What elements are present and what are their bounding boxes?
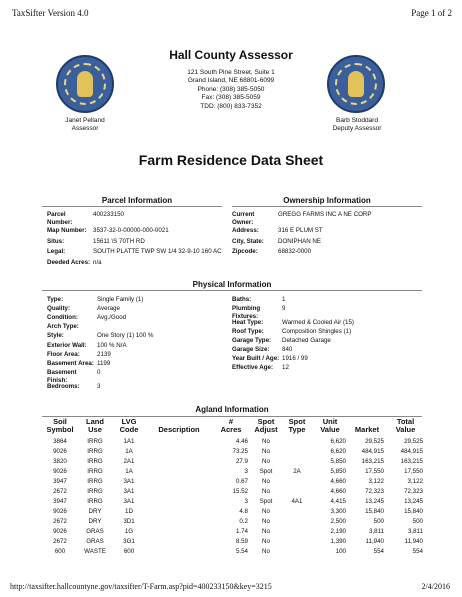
column-header: Unit Value <box>320 417 340 435</box>
table-cell: 3A1 <box>123 498 135 505</box>
table-cell: No <box>262 518 270 525</box>
table-cell: 17,550 <box>404 468 423 475</box>
table-row <box>42 457 425 467</box>
field-label: Address: <box>232 227 259 234</box>
field-row <box>47 296 227 305</box>
field-value: SOUTH PLATTE TWP SW 1/4 32-9-10 160 AC <box>93 248 222 255</box>
table-cell: 2A1 <box>123 458 135 465</box>
field-value: Avg./Good <box>97 314 127 321</box>
table-cell: 11,940 <box>404 538 423 545</box>
table-cell: 9026 <box>53 448 67 455</box>
table-cell: 100 <box>335 548 346 555</box>
table-row <box>42 507 425 517</box>
table-cell <box>282 537 312 547</box>
table-cell: 1,390 <box>330 538 346 545</box>
field-label: Style: <box>47 332 64 339</box>
column-header: LVG Code <box>119 417 139 435</box>
field-label: Quality: <box>47 305 71 312</box>
field-row <box>232 328 412 337</box>
table-cell: 600 <box>123 548 135 555</box>
table-cell: IRRG <box>87 448 103 455</box>
table-cell: 72,323 <box>404 488 423 495</box>
table-cell: 2672 <box>53 488 67 495</box>
column-header: Soil Symbol <box>46 417 74 435</box>
table-cell: 2672 <box>53 538 67 545</box>
field-label: Map Number: <box>47 227 87 234</box>
table-cell <box>146 527 212 537</box>
table-cell: 3,122 <box>368 478 384 485</box>
field-row <box>47 314 227 323</box>
table-cell: 29,525 <box>365 438 384 445</box>
table-cell <box>146 477 212 487</box>
table-row <box>42 517 425 527</box>
field-row <box>47 259 227 269</box>
field-value: 3 <box>97 383 101 390</box>
table-cell <box>146 467 212 477</box>
table-cell: 8.59 <box>235 538 248 545</box>
column-header: Spot Type <box>288 417 306 435</box>
field-label: City, State: <box>232 238 264 245</box>
table-cell: 4.8 <box>239 508 248 515</box>
table-cell: 484,915 <box>400 448 423 455</box>
table-cell: 3947 <box>53 478 67 485</box>
field-label: Deeded Acres: <box>47 259 91 266</box>
wheat-icon <box>77 71 93 97</box>
table-cell: No <box>262 548 270 555</box>
table-row <box>42 497 425 507</box>
table-cell <box>282 437 312 447</box>
table-cell: 3947 <box>53 498 67 505</box>
table-cell: DRY <box>88 508 102 515</box>
field-value: GREGG FARMS INC A NE CORP <box>278 211 372 218</box>
table-cell: 1.74 <box>235 528 248 535</box>
table-cell: 5,850 <box>330 468 346 475</box>
field-row <box>232 319 412 328</box>
field-label: Parcel Number: <box>47 211 73 226</box>
table-cell: GRAS <box>86 528 104 535</box>
table-cell: 73.25 <box>232 448 248 455</box>
field-value: 840 <box>282 346 293 353</box>
field-value: 9 <box>282 305 286 312</box>
table-cell: IRRG <box>87 458 103 465</box>
table-cell: 600 <box>54 548 66 555</box>
table-cell: IRRG <box>87 468 103 475</box>
table-cell: 3,811 <box>368 528 384 535</box>
table-cell: 163,215 <box>361 458 384 465</box>
table-cell: 9026 <box>53 528 67 535</box>
agency-title: Hall County Assessor <box>169 48 293 62</box>
field-label: Year Built / Age: <box>232 355 280 362</box>
field-row <box>47 332 227 342</box>
parcel-info-heading: Parcel Information <box>101 196 173 205</box>
agland-info-heading: Agland Information <box>195 405 269 414</box>
field-row <box>232 227 412 238</box>
field-label: Exterior Wall: <box>47 342 87 349</box>
table-cell: 29,525 <box>404 438 423 445</box>
table-cell <box>146 457 212 467</box>
table-cell: IRRG <box>87 438 103 445</box>
divider <box>232 206 422 207</box>
field-value: DONIPHAN NE <box>278 238 321 245</box>
phone-line: Phone: (308) 385-5050 <box>197 85 265 93</box>
tdd-line: TDD: (800) 833-7352 <box>200 102 262 110</box>
field-value: Single Family (1) <box>97 296 144 303</box>
table-cell: 1G <box>124 528 134 535</box>
table-cell: GRAS <box>86 538 104 545</box>
table-cell: 554 <box>412 548 423 555</box>
table-cell: 3G1 <box>123 538 135 545</box>
address-line: 121 South Pine Street, Suite 1 <box>187 69 275 76</box>
county-seal-left <box>56 55 114 113</box>
field-value: 3537-32-0-00000-000-0021 <box>93 227 169 234</box>
table-cell: IRRG <box>87 478 103 485</box>
agland-table <box>42 418 425 557</box>
divider <box>42 206 222 207</box>
field-value: 316 E PLUM ST <box>278 227 323 234</box>
field-label: Zipcode: <box>232 248 258 255</box>
fax-line: Fax: (308) 385-5059 <box>201 94 261 102</box>
page-title: Farm Residence Data Sheet <box>138 152 324 168</box>
table-cell <box>146 547 212 557</box>
field-label: Basement Area: <box>47 360 94 367</box>
table-row <box>42 487 425 497</box>
field-label: Bedrooms: <box>47 383 80 390</box>
table-cell: 13,245 <box>404 498 423 505</box>
table-cell: 4A1 <box>291 498 303 505</box>
table-cell: 2A <box>293 468 301 475</box>
physical-info-heading: Physical Information <box>192 280 272 289</box>
table-cell: WASTE <box>84 548 106 555</box>
field-value: 2139 <box>97 351 111 358</box>
table-cell <box>282 447 312 457</box>
field-row <box>232 211 412 227</box>
field-label: Baths: <box>232 296 252 303</box>
field-row <box>47 342 227 351</box>
table-cell <box>146 447 212 457</box>
table-cell <box>282 487 312 497</box>
table-row <box>42 527 425 537</box>
field-value: Composition Shingles (1) <box>282 328 352 335</box>
table-cell: IRRG <box>87 498 103 505</box>
table-cell: 3,122 <box>407 478 423 485</box>
field-row <box>232 305 412 319</box>
page-number: Page 1 of 2 <box>411 8 452 18</box>
table-cell: 15,840 <box>404 508 423 515</box>
field-value: Warmed & Cooled Air (15) <box>282 319 354 326</box>
field-value: Detached Garage <box>282 337 331 344</box>
field-row <box>47 238 227 248</box>
field-label: Basement Finish: <box>47 369 77 384</box>
field-value: 15611 \S 70TH RD <box>93 238 145 245</box>
field-row <box>47 360 227 369</box>
assessor-block <box>50 117 120 133</box>
table-cell: 17,550 <box>365 468 384 475</box>
column-header: Land Use <box>86 417 104 435</box>
table-cell: 0.67 <box>235 478 248 485</box>
table-cell <box>282 477 312 487</box>
assessor-name: Janet Pelland <box>65 117 105 124</box>
table-cell: 27.9 <box>235 458 248 465</box>
table-cell: 3820 <box>53 458 67 465</box>
table-cell: No <box>262 438 270 445</box>
table-cell: 6,620 <box>330 438 346 445</box>
field-row <box>47 227 227 238</box>
table-cell: 3 <box>244 498 248 505</box>
field-label: Plumbing Fixtures: <box>232 305 261 320</box>
table-cell: 1A <box>125 448 133 455</box>
table-cell: 500 <box>373 518 384 525</box>
table-cell <box>282 517 312 527</box>
table-cell: No <box>262 488 270 495</box>
page-url: http://taxsifter.hallcountyne.gov/taxsifter/T-Farm.asp?pid=400233150&key=3215 <box>10 582 272 591</box>
table-cell: 9026 <box>53 508 67 515</box>
field-row <box>47 305 227 314</box>
wheat-icon <box>348 71 364 97</box>
field-value: 68832-0000 <box>278 248 312 255</box>
table-cell: 484,915 <box>361 448 384 455</box>
field-label: Condition: <box>47 314 78 321</box>
table-cell: IRRG <box>87 488 103 495</box>
table-cell: 15.52 <box>232 488 248 495</box>
field-value: n/a <box>93 259 102 266</box>
county-seal-right <box>327 55 385 113</box>
field-label: Situs: <box>47 238 65 245</box>
table-cell: Spot <box>259 468 273 475</box>
field-row <box>232 346 412 355</box>
field-label: Arch Type: <box>47 323 79 330</box>
field-row <box>47 248 227 259</box>
field-row <box>232 296 412 305</box>
table-cell: 1D <box>125 508 133 515</box>
field-label: Type: <box>47 296 64 303</box>
table-cell <box>146 487 212 497</box>
table-cell: 11,940 <box>365 538 384 545</box>
table-cell: No <box>262 528 270 535</box>
field-value: 0 <box>97 369 101 376</box>
field-label: Heat Type: <box>232 319 264 326</box>
field-row <box>232 355 412 364</box>
table-cell: 2672 <box>53 518 67 525</box>
field-label: Roof Type: <box>232 328 264 335</box>
table-cell: Spot <box>259 498 273 505</box>
table-cell: 500 <box>412 518 423 525</box>
field-label: Garage Type: <box>232 337 272 344</box>
column-header: Total Value <box>395 417 416 435</box>
field-label: Floor Area: <box>47 351 80 358</box>
table-cell: 1A <box>125 468 133 475</box>
table-cell: No <box>262 508 270 515</box>
column-header: # Acres <box>220 417 242 435</box>
table-cell <box>282 547 312 557</box>
table-cell <box>282 527 312 537</box>
field-value: 400233150 <box>93 211 124 218</box>
table-cell: No <box>262 458 270 465</box>
table-cell <box>146 507 212 517</box>
table-cell <box>146 537 212 547</box>
table-cell: 9026 <box>53 468 67 475</box>
table-cell: 163,215 <box>400 458 423 465</box>
table-cell: 3,300 <box>330 508 346 515</box>
table-cell <box>146 497 212 507</box>
table-cell: 4,660 <box>330 478 346 485</box>
table-cell <box>146 517 212 527</box>
deputy-assessor-block <box>320 117 394 133</box>
table-cell: 15,840 <box>365 508 384 515</box>
table-header-row <box>42 418 425 437</box>
table-cell: 72,323 <box>365 488 384 495</box>
table-cell: 5.54 <box>235 548 248 555</box>
field-row <box>232 364 412 373</box>
agency-address <box>140 69 322 111</box>
table-cell: 3,811 <box>407 528 423 535</box>
table-cell: 3A1 <box>123 478 135 485</box>
field-row <box>47 369 227 383</box>
table-cell <box>282 457 312 467</box>
field-row <box>47 211 227 227</box>
table-cell: 554 <box>373 548 384 555</box>
field-row <box>232 238 412 248</box>
field-row <box>47 351 227 360</box>
table-row <box>42 547 425 557</box>
field-label: Legal: <box>47 248 66 255</box>
field-value: 1916 / 99 <box>282 355 308 362</box>
table-cell: 5,850 <box>330 458 346 465</box>
field-row <box>47 383 227 392</box>
column-header: Spot Adjust <box>254 417 278 435</box>
field-row <box>47 323 227 332</box>
divider <box>42 290 422 291</box>
field-row <box>232 337 412 346</box>
table-row <box>42 477 425 487</box>
table-row <box>42 447 425 457</box>
table-cell: 3A1 <box>123 488 135 495</box>
field-value: One Story (1) 100 % <box>97 332 154 339</box>
table-cell: 2,500 <box>330 518 346 525</box>
table-cell: 2,190 <box>330 528 346 535</box>
table-row <box>42 537 425 547</box>
table-cell: 4,415 <box>330 498 346 505</box>
table-row <box>42 467 425 477</box>
table-cell: 4.46 <box>235 438 248 445</box>
field-row <box>232 248 412 259</box>
table-cell <box>282 507 312 517</box>
table-cell: 0.2 <box>239 518 248 525</box>
field-label: Garage Size: <box>232 346 270 353</box>
deputy-name: Barb Stoddard <box>336 117 378 124</box>
field-value: 1199 <box>97 360 111 367</box>
ownership-info-heading: Ownership Information <box>283 196 371 205</box>
table-cell: DRY <box>88 518 102 525</box>
field-value: 100 % N/A <box>97 342 127 349</box>
field-value: 12 <box>282 364 289 371</box>
app-version: TaxSifter Version 4.0 <box>12 8 89 18</box>
table-cell: 3 <box>244 468 248 475</box>
field-label: Effective Age: <box>232 364 274 371</box>
table-cell: No <box>262 538 270 545</box>
table-cell: 1A1 <box>123 438 135 445</box>
field-value: Average <box>97 305 120 312</box>
table-cell: No <box>262 478 270 485</box>
table-cell: No <box>262 448 270 455</box>
table-row <box>42 437 425 447</box>
assessor-title: Assessor <box>71 124 99 132</box>
column-header: Market <box>354 425 380 435</box>
field-label: Current Owner: <box>232 211 255 226</box>
table-cell <box>146 437 212 447</box>
deputy-title: Deputy Assessor <box>332 124 382 132</box>
table-cell: 3864 <box>53 438 67 445</box>
table-cell: 6,620 <box>330 448 346 455</box>
print-date: 2/4/2016 <box>421 582 450 591</box>
table-cell: 13,245 <box>365 498 384 505</box>
field-value: 1 <box>282 296 286 303</box>
address-line: Grand Island, NE 68801-6099 <box>187 77 275 85</box>
table-cell: 3D1 <box>123 518 135 525</box>
table-cell: 4,660 <box>330 488 346 495</box>
column-header: Description <box>158 425 200 435</box>
